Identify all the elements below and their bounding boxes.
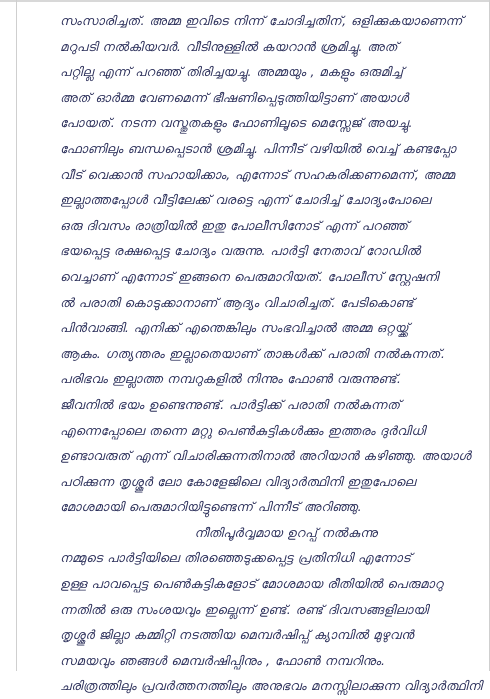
text-line: ചരിത്രത്തിലും പ്രവർത്തനത്തിലും അനുഭവം മനസ്സിലാക്കുന്ന വിദ്യാർത്ഥിനി: [60, 678, 483, 694]
text-line: ൽ പരാതി കൊടുക്കാനാണ് ആദ്യം വിചാരിച്ചത്. പേടികൊണ്ട്: [60, 294, 414, 310]
text-line: സമയവും ഞങ്ങൾ മെമ്പർഷിപ്പിനും , ഫോൺ നമ്പറിനും.: [60, 652, 386, 668]
text-line: വെച്ചാണ് എന്നോട് ഇങ്ങനെ പെരുമാറിയത്. പോലീസ് സ്റ്റേഷനി: [60, 268, 439, 284]
text-line: അത് ഓർമ്മ വേണമെന്ന് ഭീഷണിപ്പെടുത്തിയിട്ടാണ് അയാൾ: [60, 89, 409, 105]
text-line: പിൻവാങ്ങി. എനിക്ക് എന്തെങ്കിലും സംഭവിച്ചാൽ അമ്മ ഒറ്റയ്ക്ക്: [60, 320, 409, 336]
text-line: നമ്മുടെ പാർട്ടിയിലെ തിരഞ്ഞെടുക്കപ്പെട്ട പ്രതിനിധി എന്നോട്: [60, 550, 412, 566]
text-line: ജീവനിൽ ഭയം ഉണ്ടെന്നുണ്ട്. പാർട്ടിക്ക് പരാതി നൽകുന്നത്: [60, 396, 401, 412]
text-line: ആകും. ഗത്യന്തരം ഇല്ലാതെയാണ് താങ്കൾക്ക് പരാതി നൽകുന്നത്.: [60, 345, 446, 361]
text-line: ന്നതിൽ ഒരു സംശയവും ഇല്ലെന്ന് ഉണ്ട്. രണ്ട് ദിവസങ്ങളിലായി: [60, 601, 429, 617]
text-line: ഭയപ്പെട്ട രക്ഷപ്പെട്ട ചോദ്യം വരുന്നു. പാർട്ടി നേതാവ് റോഡിൽ: [60, 243, 421, 259]
text-line: തൃശ്ശൂർ ജില്ലാ കമ്മിറ്റി നടത്തിയ മെമ്പർഷിപ്പ് ക്യാമ്പിൽ മുഴുവൻ: [60, 627, 414, 643]
text-line: പോയത്. നടന്ന വസ്തുതകളും ഫോണിലൂടെ മെസ്സേജ് അയച്ചു.: [60, 115, 413, 131]
text-line: ഉള്ള പാവപ്പെട്ട പെൺകുട്ടികളോട് മോശമായ രീതിയിൽ പെരുമാറു: [60, 576, 444, 592]
text-line: മോശമായി പെരുമാറിയിട്ടുണ്ടെന്ന് പിന്നീട് അറിഞ്ഞു.: [60, 499, 363, 515]
handwritten-text: [60, 8, 483, 699]
text-line: വീട് വെക്കാൻ സഹായിക്കാം, എന്നോട് സഹകരിക്കണമെന്ന്, അമ്മ: [60, 166, 455, 182]
top-border: [0, 0, 490, 2]
text-line: ഉണ്ടാവരുത് എന്ന് വിചാരിക്കുന്നതിനാൽ അറിയാൻ കഴിഞ്ഞു. അയാൾ: [60, 448, 472, 464]
text-line: എന്നെപ്പോലെ തന്നെ മറ്റു പെൺകുട്ടികൾക്കും ഇത്തരം ദുർവിധി: [60, 422, 426, 438]
text-line: മറുപടി നൽകിയവർ. വീടിനുള്ളിൽ കയറാൻ ശ്രമിച്ചു. അത്: [60, 38, 398, 54]
text-line: ഒരു ദിവസം രാത്രിയിൽ ഇതു പോലീസിനോട് എന്ന് പറഞ്ഞ്: [60, 217, 409, 233]
text-line: ഇല്ലാത്തപ്പോൾ വീട്ടിലേക്ക് വരട്ടെ എന്ന് ചോദിച്ച് ചോദ്യംപോലെ: [60, 192, 431, 208]
text-line: ഫോണിലും ബന്ധപ്പെടാൻ ശ്രമിച്ചു. പിന്നീട് വഴിയിൽ വെച്ച് കണ്ടപ്പോ: [60, 140, 456, 156]
text-line: സംസാരിച്ചത്. അമ്മ ഇവിടെ നിന്ന് ചോദിച്ചതിന്, ഒളിക്കുകയാണെന്ന്: [60, 13, 463, 28]
text-line: പഠിക്കുന്ന തൃശ്ശൂർ ലോ കോളേജിലെ വിദ്യാർത്ഥിനി ഇതുപോലെ: [60, 473, 416, 489]
text-line: പറ്റില്ല എന്ന് പറഞ്ഞ് തിരിച്ചയച്ചു. അമ്മയും , മകളും ഒരുമിച്ച്: [60, 64, 404, 80]
text-line-heading: നീതിപൂർവ്വമായ ഉറപ്പ് നൽകുന്നു: [194, 524, 378, 540]
text-line: പരിഭവം ഇല്ലാത്ത നമ്പറുകളിൽ നിന്നും ഫോൺ വരുന്നുണ്ട്.: [60, 371, 402, 387]
left-margin-line: [16, 0, 17, 671]
